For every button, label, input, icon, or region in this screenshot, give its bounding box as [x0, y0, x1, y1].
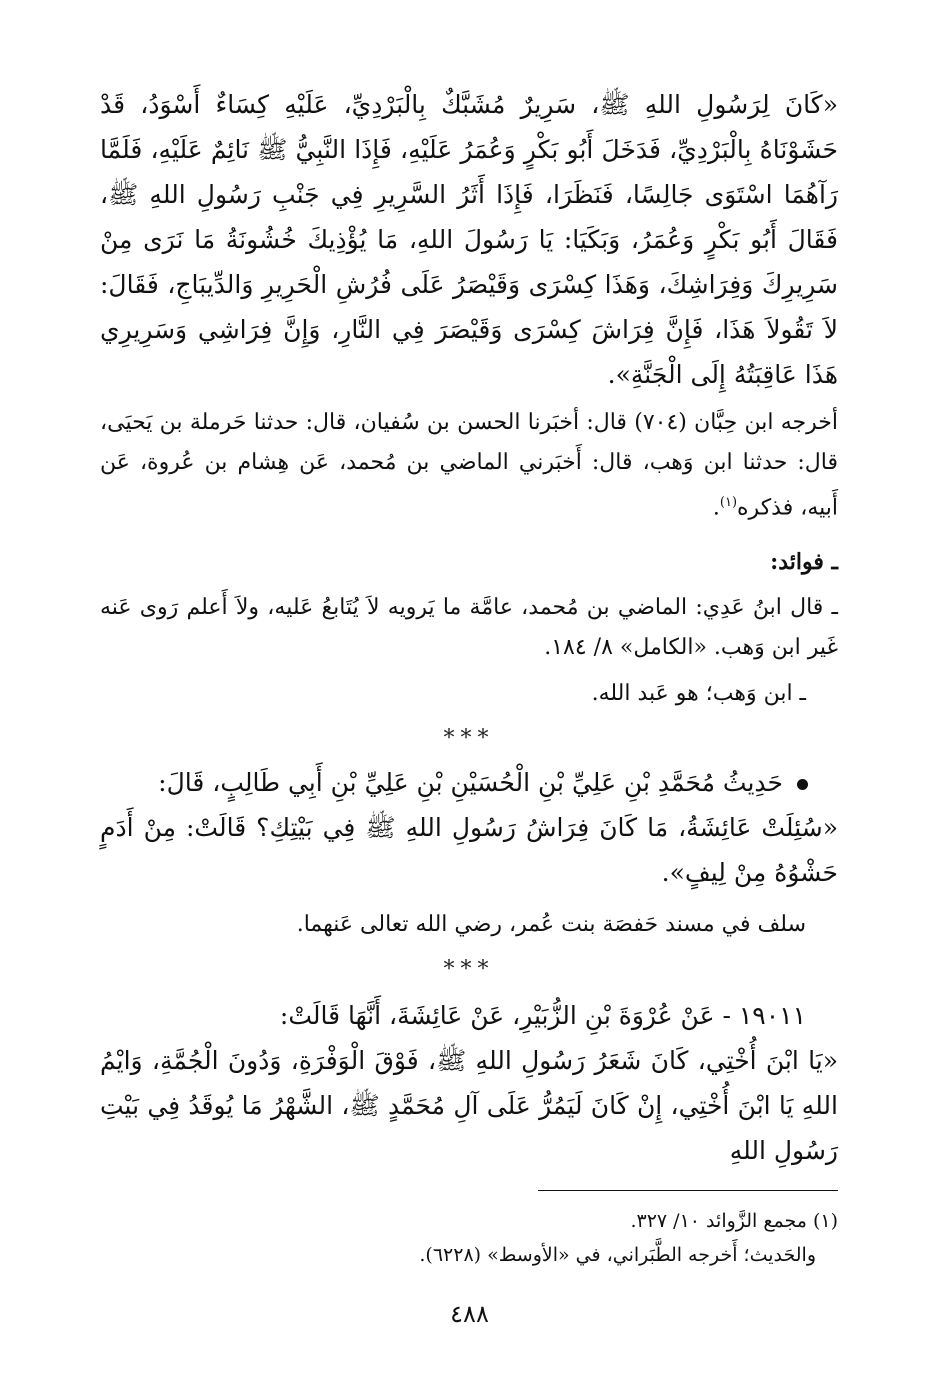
section-separator-2: ***: [443, 957, 495, 983]
takhrij-paragraph: [100, 403, 838, 528]
footnote-ref[interactable]: (١): [719, 495, 738, 510]
fawaid-heading: ـ فوائد:: [770, 549, 838, 576]
hadith-intro: [100, 760, 838, 805]
footnotes: [100, 1204, 838, 1272]
bullet-icon: [797, 779, 808, 790]
takhrij-text: أخرجه ابن حِبَّان (٧٠٤) قال: أخبَرنا الحسن بن سُفيان، قال: حدثنا حَرملة بن يَحيَى، قال: حدثنا ابن وَهب، قال: أَخبَرني الماضي بن مُحمد، عَن هِشام بن عُروة، عَن أَبيه، فذكره: [100, 410, 839, 521]
footnote-1: (١) مجمع الزَّوائد ١٠/ ٣٢٧.: [630, 1210, 838, 1232]
page-number: ٤٨٨: [450, 1300, 489, 1328]
cross-reference-note: سلف في مسند حَفصَة بنت عُمر، رضي الله تعالى عَنهما.: [296, 912, 806, 938]
footnote-divider: [538, 1190, 838, 1191]
hadith-text-2: «سُئِلَتْ عَائِشَةُ، مَا كَانَ فِرَاشُ رَسُولِ اللهِ ﷺ فِي بَيْتِكِ؟ قَالَتْ: مِنْ أَدَمٍ حَشْوُهُ مِنْ لِيفٍ».: [100, 813, 838, 888]
hadith-chain: - عَنْ عُرْوَةَ بْنِ الزُّبَيْرِ، عَنْ عَائِشَةَ، أَنَّهَا قَالَتْ:: [279, 1001, 731, 1031]
hadith-text-3: «يَا ابْنَ أُخْتِي، كَانَ شَعَرُ رَسُولِ اللهِ ﷺ، فَوْقَ الْوَفْرَةِ، وَدُونَ الْجُمَّةِ، وَايْمُ اللهِ يَا ابْنَ أُخْتِي، إِنْ كَانَ لَيَمُرُّ عَلَى آلِ مُحَمَّدٍ ﷺ، الشَّهْرُ مَا يُوقَدُ فِي بَيْتِ رَسُولِ اللهِ: [100, 1046, 838, 1166]
takhrij-end: .: [712, 495, 720, 521]
section-separator: ***: [443, 726, 495, 752]
hadith-number: ١٩٠١١: [738, 1001, 806, 1031]
fawaid-item-1: ـ قال ابنُ عَدِي: الماضي بن مُحمد، عامَّة ما يَرويه لاَ يُتَابعُ عَليه، ولاَ أَعلم رَوى عَنه غَير ابن وَهب. «الكامل» ٨/ ١٨٤.: [100, 595, 838, 661]
footnote-1-continuation: والحَديث؛ أَخرجه الطَّبَراني، في «الأوسط» (٦٢٢٨).: [419, 1244, 816, 1266]
page-body: [100, 82, 838, 1173]
hadith-text: «كَانَ لِرَسُولِ اللهِ ﷺ، سَرِيرٌ مُشَبَّكٌ بِالْبَرْدِيِّ، عَلَيْهِ كِسَاءٌ أَسْوَدُ، قَدْ حَشَوْنَاهُ بِالْبَرْدِيِّ، فَدَخَلَ أَبُو بَكْرٍ وَعُمَرُ عَلَيْهِ، فَإِذَا النَّبِيُّ ﷺ نَائِمٌ عَلَيْهِ، فَلَمَّا رَآهُمَا اسْتَوَى جَالِسًا، فَنَظَرَا، فَإِذَا أَثَرُ السَّرِيرِ فِي جَنْبِ رَسُولِ اللهِ ﷺ، فَقَالَ أَبُو بَكْرٍ وَعُمَرُ، وَبَكَيَا: يَا رَسُولَ اللهِ، مَا يُؤْذِيكَ خُشُونَةُ مَا نَرَى مِنْ سَرِيرِكَ وَفِرَاشِكَ، وَهَذَا كِسْرَى وَقَيْصَرُ عَلَى فُرُشِ الْحَرِيرِ وَالدِّيبَاجِ، فَقَالَ: لاَ تَقُولاَ هَذَا، فَإِنَّ فِرَاشَ كِسْرَى وَقَيْصَرَ فِي النَّارِ، وَإِنَّ فِرَاشِي وَسَرِيرِي هَذَا عَاقِبَتُهُ إِلَى الْجَنَّةِ».: [100, 90, 838, 389]
hadith-heading-numbered: [100, 993, 838, 1038]
hadith-intro-text: حَدِيثُ مُحَمَّدِ بْنِ عَلِيِّ بْنِ الْحُسَيْنِ بْنِ عَلِيِّ بْنِ أَبِي طَالِبٍ، قَالَ:: [158, 768, 783, 798]
fawaid-item-2: ـ ابن وَهب؛ هو عَبد الله.: [591, 681, 806, 707]
